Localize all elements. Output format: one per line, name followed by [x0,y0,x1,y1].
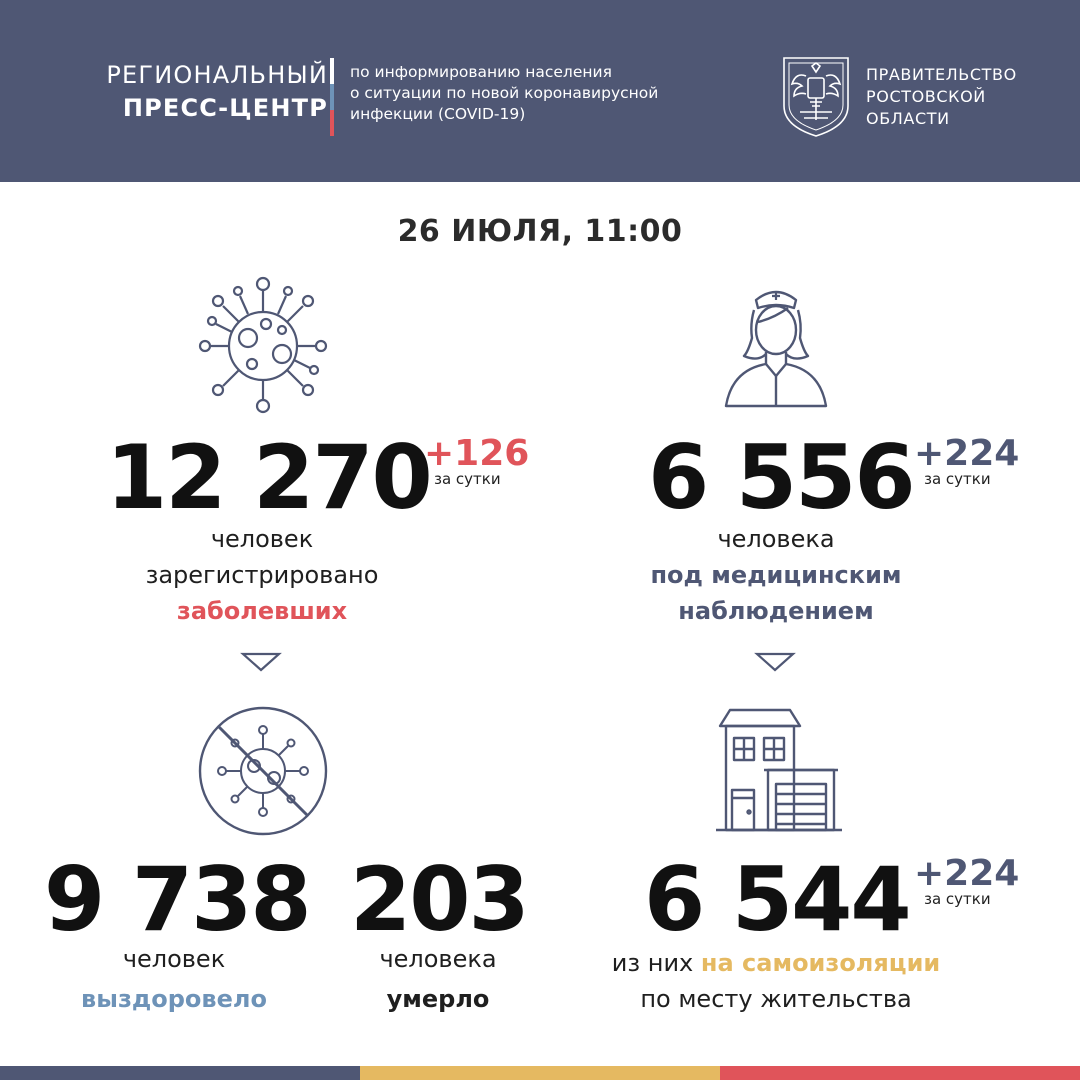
footer-stripe-navy [0,1066,360,1080]
infected-label-1: человек [210,525,314,553]
crossed-virus-icon [196,704,330,838]
isolation-label-2: по месту жительства [640,985,912,1013]
recovered-label-2: выздоровело [81,985,267,1013]
observed-label-1: человека [717,525,835,553]
isolation-delta: +224 [914,853,1020,894]
subtitle-line: о ситуации по новой коронавирусной [350,84,659,102]
footer-stripe-gold [360,1066,720,1080]
gov-line: ОБЛАСТИ [866,109,950,128]
isolation-label-1 [576,946,976,980]
died-label-2: умерло [386,985,490,1013]
virus-icon [196,272,330,416]
recovered-count: 9 738 [44,848,310,951]
brand-line-1: РЕГИОНАЛЬНЫЙ [106,61,328,89]
infected-label-3: заболевших [176,597,348,625]
coat-of-arms-icon [780,54,852,138]
header-subtitle [350,62,658,125]
report-date: 26 ИЮЛЯ, 11:00 [397,214,683,249]
gov-line: РОСТОВСКОЙ [866,87,986,106]
died-count: 203 [350,848,528,951]
subtitle-line: по информированию населения [350,63,612,81]
brand [106,60,328,126]
subtitle-line: инфекции (COVID-19) [350,105,526,123]
observed-label-2: под медицинским [650,561,902,589]
isolation-highlight: на самоизоляции [700,949,941,977]
header-banner [0,0,1080,182]
house-icon [716,708,842,832]
recovered-label-1: человек [122,945,226,973]
isolation-per-day: за сутки [924,890,991,908]
observed-label-3: наблюдением [678,597,874,625]
isolation-prefix: из них [611,949,694,977]
tricolor-divider [330,58,334,136]
triangle-down-icon [240,652,282,672]
government-title [866,64,1017,130]
observed-per-day: за сутки [924,470,991,488]
triangle-down-icon [754,652,796,672]
footer-stripe-red [720,1066,1080,1080]
observed-count: 6 556 [648,426,914,529]
infected-label-2: зарегистрировано [145,561,379,589]
infected-delta: +126 [424,433,530,474]
died-label-1: человека [379,945,497,973]
infected-count: 12 270 [106,426,431,529]
infected-per-day: за сутки [434,470,501,488]
observed-delta: +224 [914,433,1020,474]
isolation-count: 6 544 [644,848,910,951]
footer-stripe [0,1066,1080,1080]
nurse-icon [722,280,830,408]
gov-line: ПРАВИТЕЛЬСТВО [866,65,1017,84]
brand-line-2: ПРЕСС-ЦЕНТР [122,94,328,122]
